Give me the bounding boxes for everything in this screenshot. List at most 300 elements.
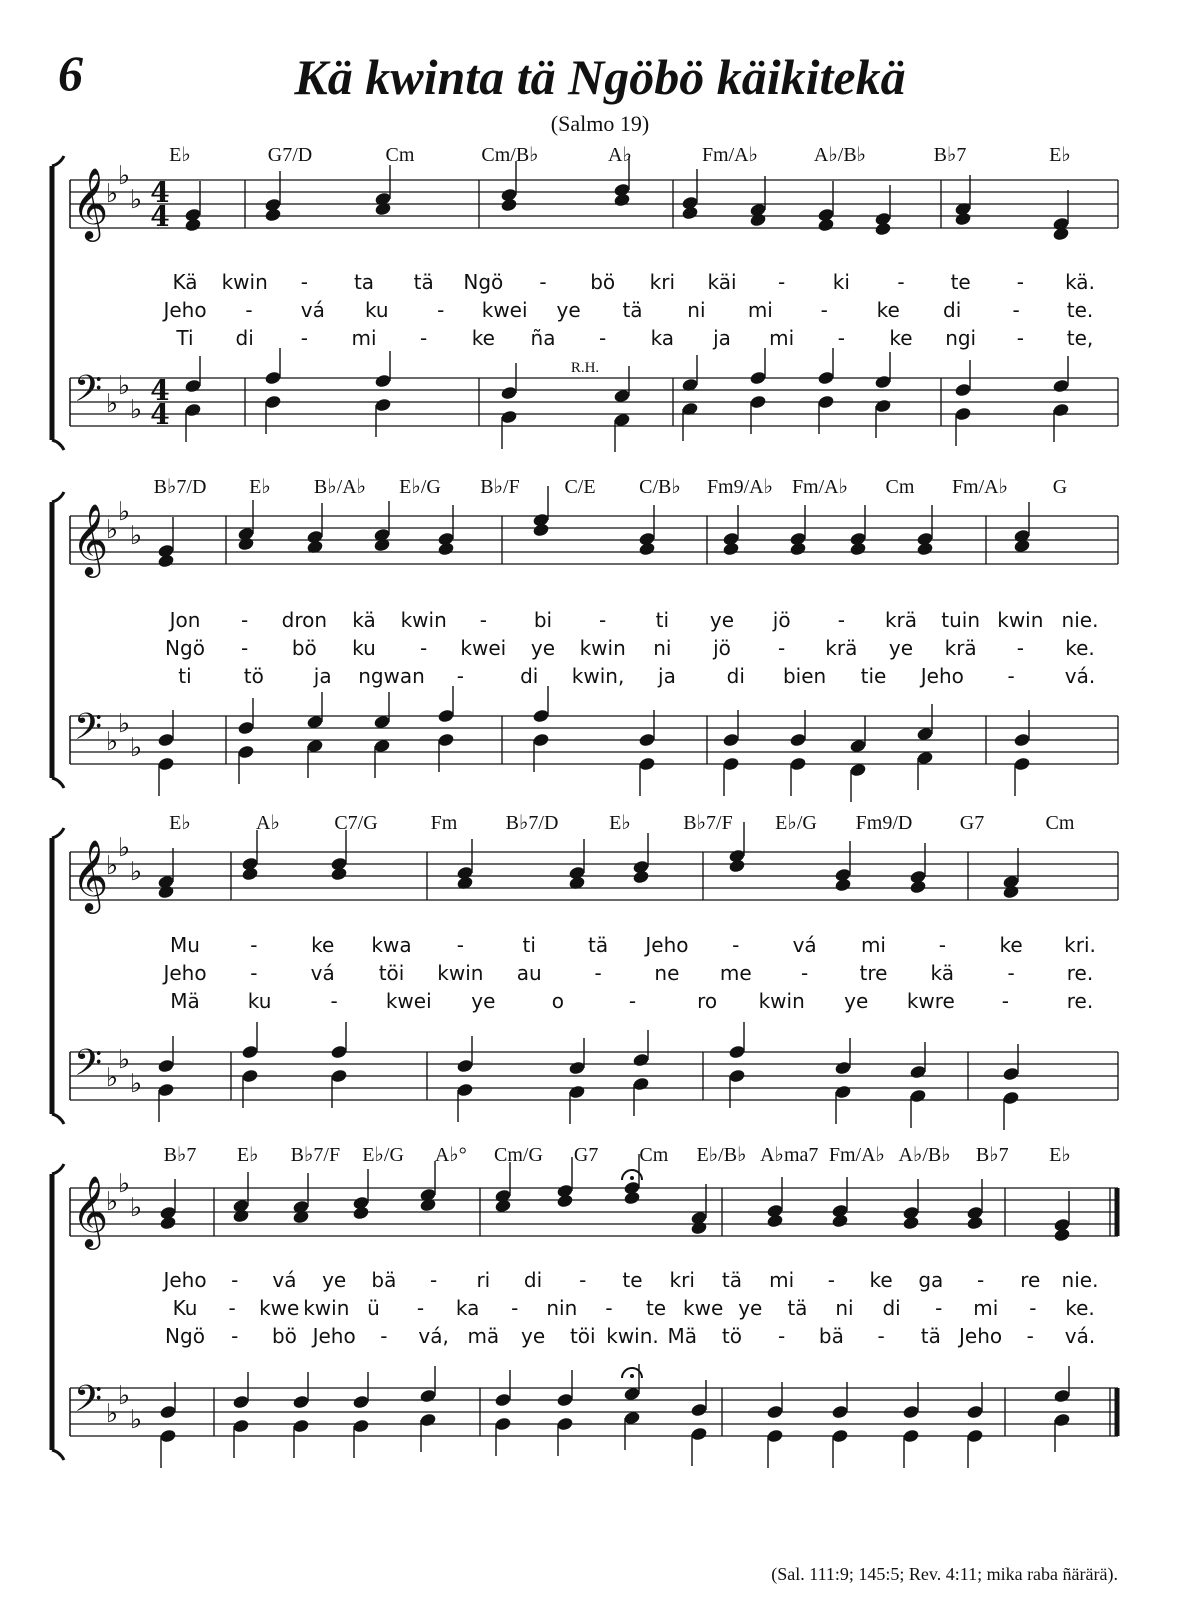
- system-2-verse-3-syllable: di: [520, 664, 539, 688]
- system-4-verse-3-syllable: vá,: [418, 1324, 449, 1348]
- system-4-verse-1-syllable: -: [976, 1268, 985, 1292]
- system-2-treble-note: [849, 531, 867, 546]
- system-1-verse-1-syllable: bö: [590, 270, 616, 294]
- system-4-verse-1-syllable: te: [622, 1268, 643, 1292]
- system-3-treble-flat-icon: ♭: [129, 857, 143, 887]
- system-3-bass-flat-icon: ♭: [105, 1063, 119, 1093]
- fermata-dot: [630, 1374, 634, 1378]
- system-4-treble-note: [352, 1195, 370, 1210]
- system-4-verse-3-syllable: kwin.: [606, 1324, 659, 1348]
- system-2-verse-3-syllable: tie: [860, 664, 887, 688]
- system-2-treble-note: [532, 512, 550, 527]
- system-2-verse-3-syllable: ngwan: [358, 664, 425, 688]
- system-3-bass-note: [157, 1058, 175, 1073]
- system-4-treble-clef-icon: 𝄞: [71, 1174, 109, 1247]
- system-3-verse-1-syllable: vá: [792, 933, 817, 957]
- system-1-verse-3-syllable: te,: [1066, 326, 1094, 350]
- system-4-bass-note: [766, 1404, 784, 1419]
- system-4-verse-1-syllable: vá: [272, 1268, 297, 1292]
- system-2-bass-note: [638, 732, 656, 747]
- system-1-verse-2-syllable: ni: [687, 298, 706, 322]
- system-2-verse-1-syllable: tuin: [941, 608, 981, 632]
- system-4-verse-2-syllable: ni: [835, 1296, 854, 1320]
- system-4-treble-note: [1053, 1217, 1071, 1232]
- system-4-chord-symbol: A♭ma7: [760, 1144, 819, 1166]
- system-1-chord-symbol: E♭: [169, 144, 191, 166]
- system-3-verse-1-syllable: mi: [860, 933, 886, 957]
- system-4-treble-note: [766, 1203, 784, 1218]
- system-1-bass-note: [817, 370, 835, 385]
- system-3-bracket-cap-top: [52, 828, 64, 838]
- system-2-chord-symbol: Cm: [885, 476, 915, 498]
- system-3-bass-note: [909, 1064, 927, 1079]
- system-3-bass-note: [1002, 1090, 1020, 1105]
- system-1-chord-symbol: B♭7: [933, 144, 967, 166]
- time-signature-top: 4: [150, 374, 170, 407]
- system-4-bass-note: [966, 1428, 984, 1443]
- system-4-bass-note: [831, 1404, 849, 1419]
- system-3-verse-3-syllable: kwre: [906, 989, 955, 1013]
- system-4-bracket-cap-bottom: [52, 1450, 64, 1460]
- system-4-verse-2-syllable: kwe: [683, 1296, 724, 1320]
- system-2-bass-note: [789, 732, 807, 747]
- system-4-verse-3-syllable: -: [778, 1324, 786, 1348]
- system-3-bass-note: [834, 1060, 852, 1075]
- system-2-verse-1-syllable: -: [837, 608, 845, 632]
- time-signature-bottom: 4: [150, 398, 170, 431]
- system-2-treble-clef-icon: 𝄞: [71, 502, 109, 575]
- system-4-chord-symbol: A♭°: [434, 1144, 467, 1166]
- system-1-verse-1-syllable: ki: [832, 270, 850, 294]
- system-3-verse-3-syllable: ye: [471, 989, 496, 1013]
- system-4-verse-3-syllable: ye: [520, 1324, 546, 1348]
- system-1-verse-2-syllable: vá: [300, 298, 325, 322]
- system-2-bracket-cap-top: [52, 492, 64, 502]
- system-4-bass-note: [292, 1418, 310, 1433]
- system-2-verse-3-syllable: ja: [658, 664, 676, 688]
- system-1-bracket-cap-bottom: [52, 440, 64, 450]
- system-4-bass-note: [556, 1392, 574, 1407]
- system-4-verse-3-syllable: tö: [721, 1324, 742, 1348]
- system-4-verse-1-syllable: mi: [769, 1268, 795, 1292]
- system-1-verse-2-syllable: te.: [1066, 298, 1094, 322]
- system-3-verse-3-syllable: ku: [247, 989, 272, 1013]
- system-3-verse-3-syllable: Mä: [170, 989, 200, 1013]
- system-4-bass-note: [902, 1404, 920, 1419]
- system-4-verse-2-syllable: Ku: [172, 1296, 198, 1320]
- right-hand-marking: R.H.: [570, 360, 600, 376]
- system-3-verse-2-syllable: kwin: [437, 961, 484, 985]
- system-4-bass-note: [494, 1392, 512, 1407]
- system-3-treble-note: [568, 865, 586, 880]
- system-1-chord-symbol: G7/D: [267, 144, 313, 166]
- system-2-verse-2-syllable: ni: [653, 636, 672, 660]
- system-4-chord-symbol: E♭: [1049, 1144, 1071, 1166]
- system-4-treble-note: [966, 1205, 984, 1220]
- system-2-treble-note: [638, 531, 656, 546]
- system-2-chord-symbol: B♭/A♭: [313, 476, 367, 498]
- system-4-verse-1-syllable: -: [430, 1268, 438, 1292]
- system-2-verse-2-syllable: ye: [530, 636, 556, 660]
- hymn-number: 6: [58, 45, 83, 101]
- system-4-bass-note: [232, 1394, 250, 1409]
- system-2-verse-1-syllable: -: [241, 608, 249, 632]
- system-1-verse-1-syllable: -: [778, 270, 786, 294]
- system-4-verse-2-syllable: -: [935, 1296, 943, 1320]
- system-2-bass-note: [789, 756, 807, 771]
- system-3-verse-3-syllable: kwin: [758, 989, 805, 1013]
- system-4-verse-3-syllable: -: [231, 1324, 239, 1348]
- system-1-bass-note: [874, 398, 892, 413]
- system-1-verse-2-syllable: ye: [556, 298, 581, 322]
- system-4-verse-1-syllable: re: [1020, 1268, 1041, 1292]
- system-4-verse-3-syllable: Jeho: [312, 1324, 356, 1348]
- system-2-bass-note: [722, 732, 740, 747]
- system-2-bass-note: [437, 732, 455, 747]
- system-2-verse-3-syllable: -: [1007, 664, 1015, 688]
- system-3-bass-note: [330, 1044, 348, 1059]
- system-4-verse-2-syllable: tä: [787, 1296, 808, 1320]
- system-2-verse-1-syllable: dron: [281, 608, 328, 632]
- time-signature-bottom: 4: [150, 200, 170, 233]
- system-4-bass-note: [232, 1418, 250, 1433]
- system-1-bass-note: [817, 394, 835, 409]
- system-2-verse-1-syllable: bi: [533, 608, 553, 632]
- system-4-chord-symbol: B♭7: [163, 1144, 197, 1166]
- system-2-treble-note: [722, 531, 740, 546]
- system-2-verse-2-syllable: -: [420, 636, 428, 660]
- system-3-treble-note: [909, 869, 927, 884]
- system-2-verse-3-syllable: vá.: [1064, 664, 1096, 688]
- system-1-verse-2-syllable: -: [245, 298, 253, 322]
- system-4-treble-note: [494, 1188, 512, 1203]
- system-4-treble-flat-icon: ♭: [105, 1187, 119, 1217]
- system-4-verse-1-syllable: ke: [869, 1268, 893, 1292]
- system-3-treble-flat-icon: ♭: [105, 851, 119, 881]
- system-1-treble-flat-icon: ♭: [129, 185, 143, 215]
- system-3-chord-symbol: G7: [959, 812, 985, 834]
- system-3-treble-note: [241, 856, 259, 871]
- system-1-treble-note: [613, 182, 631, 197]
- system-4-bass-flat-icon: ♭: [129, 1405, 143, 1435]
- system-1-bracket-cap-top: [52, 156, 64, 166]
- system-1-verse-3-syllable: ke: [471, 326, 495, 350]
- system-2-verse-2-syllable: -: [241, 636, 249, 660]
- system-2-treble-note: [437, 531, 455, 546]
- system-1-verse-2-syllable: -: [1012, 298, 1020, 322]
- system-3-bass-note: [909, 1088, 927, 1103]
- system-1-verse-2-syllable: Jeho: [163, 298, 207, 322]
- system-1-treble-note: [184, 207, 202, 222]
- system-2-bass-note: [157, 732, 175, 747]
- system-1-verse-3-syllable: -: [837, 326, 845, 350]
- system-4-verse-1-syllable: Jeho: [163, 1268, 207, 1292]
- system-2-chord-symbol: Fm/A♭: [791, 476, 849, 498]
- system-1-verse-1-syllable: kä.: [1065, 270, 1095, 294]
- system-3-bass-flat-icon: ♭: [129, 1069, 143, 1099]
- system-2-chord-symbol: E♭/G: [399, 476, 441, 498]
- system-4-verse-1-syllable: ga: [918, 1268, 944, 1292]
- system-3-treble-clef-icon: 𝄞: [71, 838, 109, 911]
- system-3-bass-note: [456, 1058, 474, 1073]
- system-4-verse-1-syllable: -: [231, 1268, 239, 1292]
- system-4-verse-3-syllable: -: [877, 1324, 885, 1348]
- system-1-verse-2-syllable: mi: [747, 298, 773, 322]
- system-4-verse-3-syllable: mä: [467, 1324, 500, 1348]
- system-3-chord-symbol: Cm: [1045, 812, 1075, 834]
- system-4-verse-3-syllable: bö: [271, 1324, 297, 1348]
- system-1-treble-note: [817, 207, 835, 222]
- system-4-verse-3-syllable: Ngö: [165, 1324, 205, 1348]
- system-4-verse-3-syllable: tä: [920, 1324, 941, 1348]
- system-4-bass-flat-icon: ♭: [117, 1381, 131, 1411]
- system-4-verse-3-syllable: Jeho: [958, 1324, 1003, 1348]
- system-4-verse-2-syllable: -: [511, 1296, 519, 1320]
- system-3-bass-note: [728, 1044, 746, 1059]
- system-1-bass-flat-icon: ♭: [105, 389, 119, 419]
- system-4-verse-2-syllable: ye: [738, 1296, 763, 1320]
- system-3-chord-symbol: Fm: [430, 812, 458, 834]
- system-2-treble-flat-icon: ♭: [129, 521, 143, 551]
- system-4-bracket-cap-top: [52, 1164, 64, 1174]
- system-2-chord-symbol: E♭: [249, 476, 271, 498]
- system-3-verse-1-syllable: -: [250, 933, 258, 957]
- system-3-verse-1-syllable: Jeho: [645, 933, 689, 957]
- system-3-bass-note: [632, 1076, 650, 1091]
- system-1-chord-symbol: A♭: [608, 144, 632, 166]
- system-1-bass-note: [500, 409, 518, 424]
- system-2-verse-1-syllable: ye: [709, 608, 735, 632]
- system-4-verse-3-syllable: -: [1026, 1324, 1034, 1348]
- system-2-treble-note: [916, 531, 934, 546]
- system-3-verse-1-syllable: -: [938, 933, 946, 957]
- system-4-chord-symbol: E♭: [236, 1144, 259, 1166]
- system-4-bass-note: [419, 1412, 437, 1427]
- system-2-bass-flat-icon: ♭: [117, 709, 131, 739]
- system-3-verse-3-syllable: re.: [1066, 989, 1094, 1013]
- system-2-treble-note: [1013, 528, 1031, 543]
- system-2-verse-1-syllable: -: [599, 608, 607, 632]
- system-3-treble-note: [834, 867, 852, 882]
- system-2-bass-flat-icon: ♭: [105, 727, 119, 757]
- system-2-verse-1-syllable: jö: [772, 608, 791, 632]
- system-1-verse-2-syllable: tä: [622, 298, 643, 322]
- system-4-bass-note: [766, 1428, 784, 1443]
- system-4-bass-note: [352, 1418, 370, 1433]
- system-1-treble-flat-icon: ♭: [105, 179, 119, 209]
- system-2-verse-2-syllable: -: [1016, 636, 1024, 660]
- system-3-chord-symbol: E♭: [609, 812, 631, 834]
- system-3-bass-note: [728, 1068, 746, 1083]
- system-3-chord-symbol: C7/G: [334, 812, 378, 834]
- system-4-verse-1-syllable: di: [523, 1268, 543, 1292]
- system-3-verse-3-syllable: o: [551, 989, 565, 1013]
- system-4-verse-2-syllable: nin: [546, 1296, 578, 1320]
- system-3-verse-2-syllable: -: [594, 961, 602, 985]
- system-1-bass-flat-icon: ♭: [129, 395, 143, 425]
- system-4-verse-2-syllable: -: [1029, 1296, 1037, 1320]
- system-2-treble-flat-icon: ♭: [105, 515, 119, 545]
- system-1-bass-note: [954, 406, 972, 421]
- system-3-treble-note: [632, 859, 650, 874]
- system-1-chord-symbol: Cm: [385, 144, 415, 166]
- system-2-bass-flat-icon: ♭: [129, 733, 143, 763]
- system-1-verse-3-syllable: ja: [713, 326, 731, 350]
- system-3-verse-1-syllable: kwa: [371, 933, 412, 957]
- system-3-bass-flat-icon: ♭: [117, 1045, 131, 1075]
- system-2-chord-symbol: B♭/F: [480, 476, 520, 498]
- system-2-verse-2-syllable: jö: [713, 636, 731, 660]
- system-1-treble-flat-icon: ♭: [117, 161, 131, 191]
- system-1-verse-1-syllable: kri: [649, 270, 676, 294]
- system-4-chord-symbol: B♭7/F: [290, 1144, 341, 1166]
- system-1-verse-2-syllable: ku: [364, 298, 389, 322]
- system-1-treble-note: [1052, 216, 1070, 231]
- system-3-verse-1-syllable: Mu: [170, 933, 200, 957]
- system-3-verse-1-syllable: ke: [999, 933, 1023, 957]
- system-1-verse-2-syllable: -: [437, 298, 445, 322]
- system-1-verse-3-syllable: mi: [351, 326, 377, 350]
- system-1-bass-note: [874, 374, 892, 389]
- system-1-verse-3-syllable: -: [420, 326, 428, 350]
- system-4-bass-note: [831, 1428, 849, 1443]
- system-2-verse-1-syllable: krä: [884, 608, 918, 632]
- system-3-chord-symbol: A♭: [256, 812, 280, 834]
- system-2-bass-note: [638, 756, 656, 771]
- system-2-bass-note: [237, 744, 255, 759]
- system-3-verse-1-syllable: kri.: [1064, 933, 1096, 957]
- system-1-chord-symbol: A♭/B♭: [813, 144, 867, 166]
- system-4-bass-note: [494, 1416, 512, 1431]
- system-3-verse-3-syllable: -: [1001, 989, 1010, 1013]
- system-3-verse-2-syllable: kä: [930, 961, 955, 985]
- system-3-verse-2-syllable: Jeho: [163, 961, 207, 985]
- system-1-verse-1-syllable: ta: [353, 270, 375, 294]
- system-3-verse-3-syllable: kwei: [385, 989, 432, 1013]
- system-4-bass-note: [419, 1388, 437, 1403]
- system-4-bass-clef-icon: 𝄢: [73, 1378, 103, 1429]
- system-3-bass-note: [632, 1052, 650, 1067]
- system-2-bracket-cap-bottom: [52, 778, 64, 788]
- system-4-verse-3-syllable: Mä: [667, 1324, 697, 1348]
- fermata-dot: [630, 1176, 634, 1180]
- system-4-treble-note: [159, 1205, 177, 1220]
- system-2-treble-flat-icon: ♭: [117, 497, 131, 527]
- system-4-verse-2-syllable: -: [228, 1296, 236, 1320]
- system-1-treble-note: [681, 195, 699, 210]
- system-2-verse-2-syllable: kwei: [460, 636, 507, 660]
- system-4-bass-note: [159, 1404, 177, 1419]
- system-1-bass-note: [264, 370, 282, 385]
- system-3-verse-3-syllable: -: [330, 989, 338, 1013]
- system-1-bass-note: [954, 382, 972, 397]
- system-1-verse-3-syllable: ke: [889, 326, 913, 350]
- system-4-chord-symbol: Fm/A♭: [828, 1144, 885, 1166]
- system-2-bass-note: [532, 732, 550, 747]
- system-4-verse-2-syllable: ü: [367, 1296, 380, 1320]
- system-1-verse-1-syllable: tä: [413, 270, 434, 294]
- system-2-bass-note: [437, 708, 455, 723]
- system-4-verse-3-syllable: töi: [569, 1324, 596, 1348]
- system-3-treble-note: [728, 848, 746, 863]
- system-2-verse-1-syllable: ti: [655, 608, 670, 632]
- system-3-verse-1-syllable: -: [456, 933, 464, 957]
- system-2-verse-2-syllable: bö: [291, 636, 317, 660]
- system-2-chord-symbol: C/B♭: [639, 476, 681, 498]
- system-3-verse-2-syllable: me: [719, 961, 752, 985]
- system-4-bass-note: [690, 1426, 708, 1441]
- hymn-subtitle: (Salmo 19): [550, 111, 650, 136]
- system-4-treble-note: [556, 1183, 574, 1198]
- system-1-verse-3-syllable: Ti: [176, 326, 194, 350]
- system-1-verse-3-syllable: ka: [650, 326, 675, 350]
- system-2-verse-3-syllable: ja: [313, 664, 332, 688]
- system-4-verse-1-syllable: bä: [371, 1268, 397, 1292]
- system-2-treble-note: [789, 531, 807, 546]
- system-4-bass-note: [1053, 1388, 1071, 1403]
- system-3-bass-note: [241, 1044, 259, 1059]
- system-1-bass-note: [500, 385, 518, 400]
- system-4-bass-note: [292, 1394, 310, 1409]
- system-2-verse-3-syllable: di: [726, 664, 745, 688]
- system-3-bass-clef-icon: 𝄢: [73, 1042, 103, 1093]
- system-1-bass-note: [374, 373, 392, 388]
- system-4-chord-symbol: A♭/B♭: [898, 1144, 951, 1166]
- system-3-verse-2-syllable: -: [1007, 961, 1015, 985]
- system-2-verse-2-syllable: krä: [825, 636, 858, 660]
- system-4-verse-1-syllable: -: [827, 1268, 835, 1292]
- system-1-chord-symbol: Cm/B♭: [481, 144, 539, 166]
- system-2-chord-symbol: C/E: [564, 476, 596, 498]
- system-3-verse-2-syllable: au: [516, 961, 542, 985]
- system-1-bass-flat-icon: ♭: [117, 371, 131, 401]
- system-4-verse-2-syllable: te: [645, 1296, 667, 1320]
- system-3-bass-note: [456, 1082, 474, 1097]
- system-3-verse-3-syllable: ro: [697, 989, 718, 1013]
- system-1-chord-symbol: Fm/A♭: [701, 144, 759, 166]
- system-4-chord-symbol: E♭/B♭: [696, 1144, 747, 1166]
- system-1-verse-1-syllable: kwin: [221, 270, 268, 294]
- system-4-verse-2-syllable: mi: [973, 1296, 999, 1320]
- system-1-chord-symbol: E♭: [1049, 144, 1071, 166]
- system-4-treble-flat-icon: ♭: [129, 1193, 143, 1223]
- system-3-bass-note: [568, 1060, 586, 1075]
- system-2-verse-3-syllable: kwin,: [571, 664, 625, 688]
- system-3-bass-note: [1002, 1066, 1020, 1081]
- system-1-verse-3-syllable: ña: [530, 326, 556, 350]
- system-1-bass-note: [184, 402, 202, 417]
- system-4-chord-symbol: B♭7: [975, 1144, 1009, 1166]
- system-3-verse-2-syllable: vá: [310, 961, 335, 985]
- system-2-verse-1-syllable: -: [479, 608, 487, 632]
- system-1-bass-note: [1052, 378, 1070, 393]
- system-4-verse-2-syllable: kwe: [259, 1296, 300, 1320]
- system-4-verse-2-syllable: di: [882, 1296, 901, 1320]
- system-2-verse-3-syllable: tö: [243, 664, 264, 688]
- system-3-treble-note: [330, 856, 348, 871]
- system-1-verse-1-syllable: te: [950, 270, 971, 294]
- system-2-verse-3-syllable: ti: [178, 664, 192, 688]
- system-1-verse-1-syllable: -: [1016, 270, 1024, 294]
- system-4-verse-1-syllable: ri: [476, 1268, 491, 1292]
- system-3-treble-note: [456, 865, 474, 880]
- system-2-bass-note: [1013, 756, 1031, 771]
- system-2-verse-1-syllable: Jon: [169, 608, 201, 632]
- system-4-bass-note: [352, 1394, 370, 1409]
- system-4-verse-2-syllable: -: [416, 1296, 425, 1320]
- system-4-verse-3-syllable: -: [380, 1324, 388, 1348]
- system-3-chord-symbol: E♭/G: [775, 812, 817, 834]
